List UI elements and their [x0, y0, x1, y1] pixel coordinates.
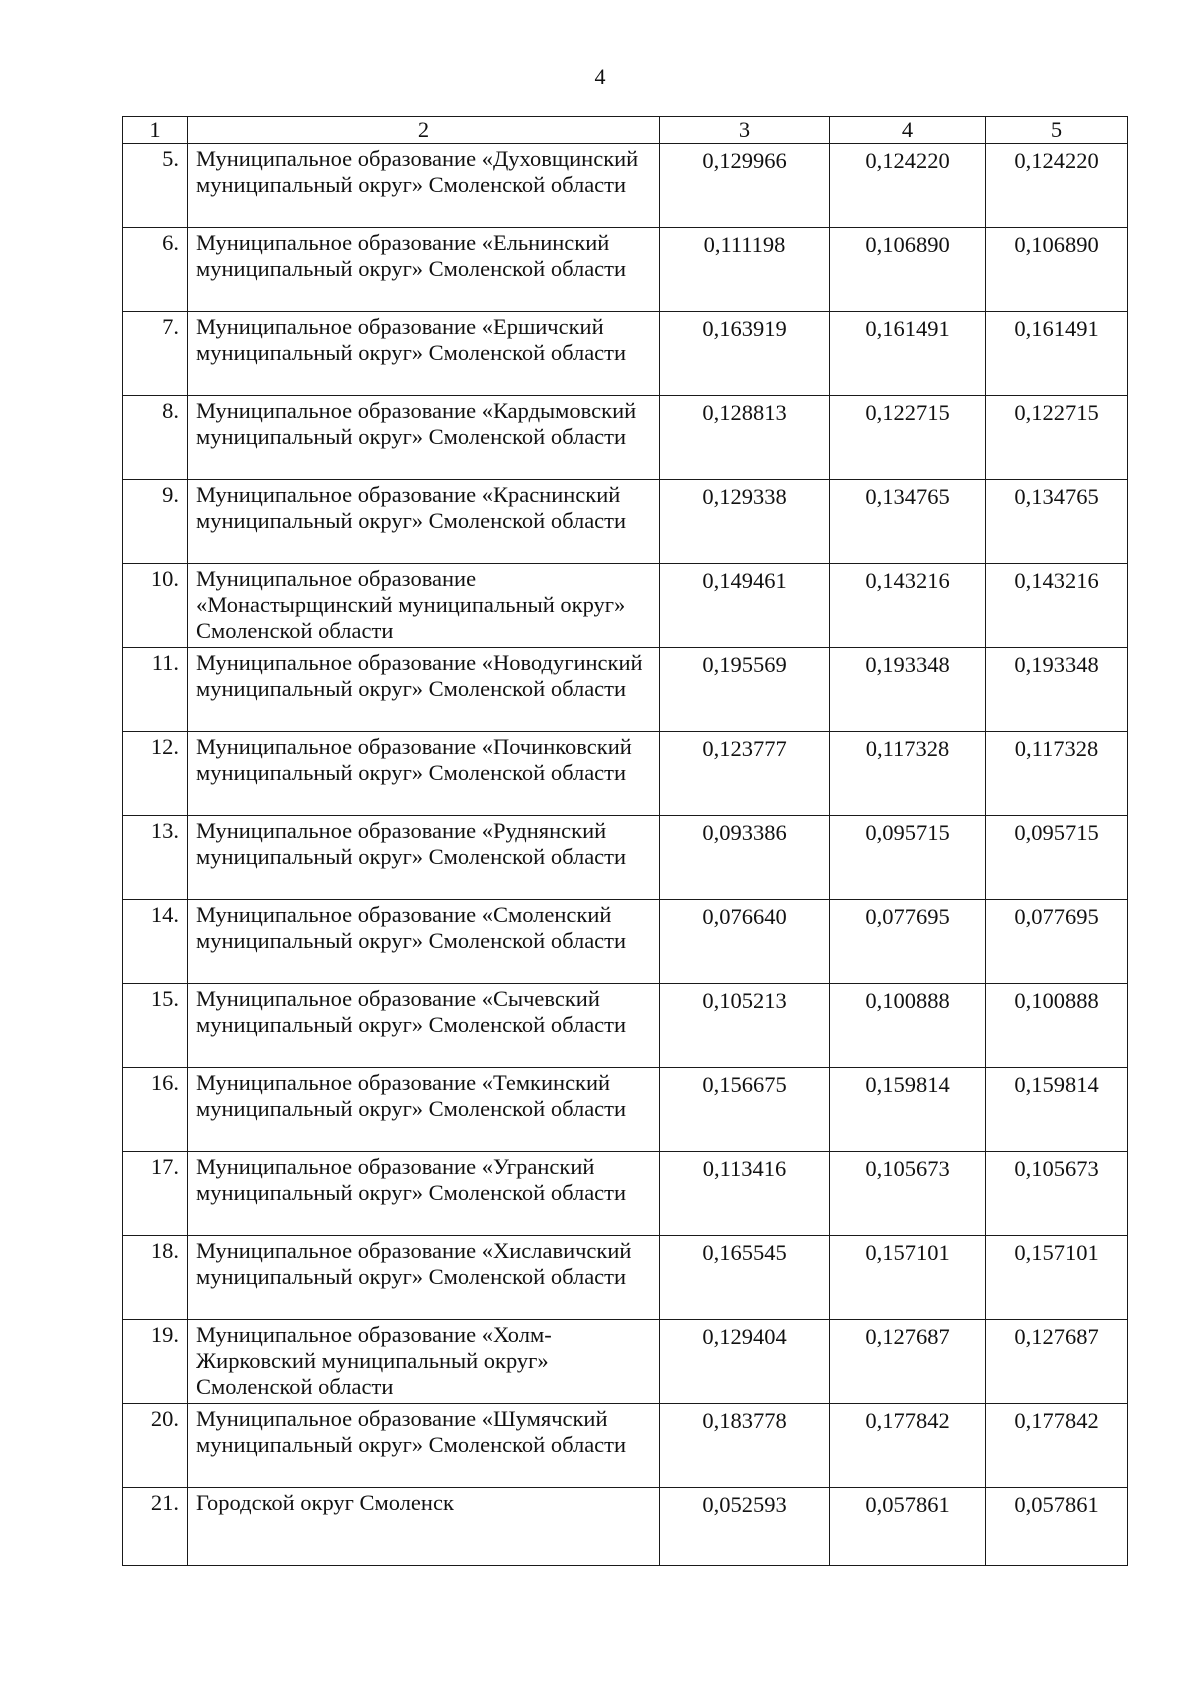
row-number-cell: 21.	[123, 1488, 188, 1566]
header-col-3: 3	[660, 117, 830, 144]
value-col-4-cell: 0,106890	[830, 228, 986, 312]
value-col-4-cell: 0,105673	[830, 1152, 986, 1236]
row-number-cell: 18.	[123, 1236, 188, 1320]
value-col-4-cell: 0,127687	[830, 1320, 986, 1404]
value-col-3-cell: 0,195569	[660, 648, 830, 732]
municipality-name-cell: Муниципальное образование «Руднянский муниципальный округ» Смоленской области	[188, 816, 660, 900]
value-col-5-cell: 0,157101	[986, 1236, 1128, 1320]
row-number-cell: 8.	[123, 396, 188, 480]
municipality-name-cell: Муниципальное образование «Починковский муниципальный округ» Смоленской области	[188, 732, 660, 816]
value-col-4-cell: 0,117328	[830, 732, 986, 816]
page-number: 4	[594, 64, 606, 89]
value-col-3-cell: 0,052593	[660, 1488, 830, 1566]
value-col-5-cell: 0,143216	[986, 564, 1128, 648]
value-col-4-cell: 0,122715	[830, 396, 986, 480]
value-col-5-cell: 0,100888	[986, 984, 1128, 1068]
value-col-5-cell: 0,106890	[986, 228, 1128, 312]
coefficients-table	[122, 116, 1128, 1566]
municipality-name-cell: Муниципальное образование «Ельнинский муниципальный округ» Смоленской области	[188, 228, 660, 312]
row-number-cell: 10.	[123, 564, 188, 648]
value-col-3-cell: 0,113416	[660, 1152, 830, 1236]
value-col-4-cell: 0,057861	[830, 1488, 986, 1566]
value-col-4-cell: 0,161491	[830, 312, 986, 396]
municipality-name-cell: Муниципальное образование «Новодугинский муниципальный округ» Смоленской области	[188, 648, 660, 732]
municipality-name-cell: Муниципальное образование «Темкинский муниципальный округ» Смоленской области	[188, 1068, 660, 1152]
value-col-5-cell: 0,122715	[986, 396, 1128, 480]
value-col-5-cell: 0,095715	[986, 816, 1128, 900]
municipality-name-cell: Муниципальное образование «Монастырщинский муниципальный округ» Смоленской области	[188, 564, 660, 648]
value-col-4-cell: 0,159814	[830, 1068, 986, 1152]
table-row	[123, 1320, 1128, 1404]
value-col-5-cell: 0,124220	[986, 144, 1128, 228]
value-col-4-cell: 0,134765	[830, 480, 986, 564]
value-col-4-cell: 0,095715	[830, 816, 986, 900]
municipality-name-cell: Муниципальное образование «Хиславичский муниципальный округ» Смоленской области	[188, 1236, 660, 1320]
table-row	[123, 1236, 1128, 1320]
header-col-2: 2	[188, 117, 660, 144]
row-number-cell: 13.	[123, 816, 188, 900]
value-col-5-cell: 0,077695	[986, 900, 1128, 984]
value-col-3-cell: 0,111198	[660, 228, 830, 312]
value-col-5-cell: 0,159814	[986, 1068, 1128, 1152]
municipality-name-cell: Городской округ Смоленск	[188, 1488, 660, 1566]
row-number-cell: 15.	[123, 984, 188, 1068]
value-col-5-cell: 0,117328	[986, 732, 1128, 816]
municipality-name-cell: Муниципальное образование «Сычевский муниципальный округ» Смоленской области	[188, 984, 660, 1068]
value-col-3-cell: 0,076640	[660, 900, 830, 984]
table-row	[123, 732, 1128, 816]
row-number-cell: 20.	[123, 1404, 188, 1488]
value-col-4-cell: 0,193348	[830, 648, 986, 732]
value-col-5-cell: 0,134765	[986, 480, 1128, 564]
table-row	[123, 1404, 1128, 1488]
value-col-3-cell: 0,163919	[660, 312, 830, 396]
header-col-1: 1	[123, 117, 188, 144]
row-number-cell: 16.	[123, 1068, 188, 1152]
value-col-5-cell: 0,161491	[986, 312, 1128, 396]
table-row	[123, 984, 1128, 1068]
table-row	[123, 564, 1128, 648]
value-col-3-cell: 0,123777	[660, 732, 830, 816]
value-col-3-cell: 0,183778	[660, 1404, 830, 1488]
value-col-4-cell: 0,157101	[830, 1236, 986, 1320]
header-col-5: 5	[986, 117, 1128, 144]
table-row	[123, 312, 1128, 396]
table-row	[123, 1488, 1128, 1566]
row-number-cell: 14.	[123, 900, 188, 984]
row-number-cell: 9.	[123, 480, 188, 564]
value-col-4-cell: 0,100888	[830, 984, 986, 1068]
municipality-name-cell: Муниципальное образование «Краснинский муниципальный округ» Смоленской области	[188, 480, 660, 564]
municipality-name-cell: Муниципальное образование «Холм-Жирковский муниципальный округ» Смоленской области	[188, 1320, 660, 1404]
header-col-4: 4	[830, 117, 986, 144]
row-number-cell: 11.	[123, 648, 188, 732]
value-col-3-cell: 0,129338	[660, 480, 830, 564]
table-row	[123, 144, 1128, 228]
value-col-5-cell: 0,193348	[986, 648, 1128, 732]
table-row	[123, 1068, 1128, 1152]
value-col-3-cell: 0,129966	[660, 144, 830, 228]
municipality-name-cell: Муниципальное образование «Ершичский муниципальный округ» Смоленской области	[188, 312, 660, 396]
row-number-cell: 6.	[123, 228, 188, 312]
coefficients-table-container	[122, 116, 1127, 1566]
municipality-name-cell: Муниципальное образование «Угранский муниципальный округ» Смоленской области	[188, 1152, 660, 1236]
table-row	[123, 816, 1128, 900]
table-row	[123, 900, 1128, 984]
value-col-5-cell: 0,105673	[986, 1152, 1128, 1236]
table-body	[123, 144, 1128, 1566]
value-col-4-cell: 0,077695	[830, 900, 986, 984]
value-col-3-cell: 0,105213	[660, 984, 830, 1068]
table-row	[123, 648, 1128, 732]
table-row	[123, 480, 1128, 564]
table-row	[123, 396, 1128, 480]
value-col-3-cell: 0,165545	[660, 1236, 830, 1320]
municipality-name-cell: Муниципальное образование «Кардымовский муниципальный округ» Смоленской области	[188, 396, 660, 480]
value-col-4-cell: 0,143216	[830, 564, 986, 648]
value-col-4-cell: 0,177842	[830, 1404, 986, 1488]
table-row	[123, 1152, 1128, 1236]
value-col-3-cell: 0,093386	[660, 816, 830, 900]
row-number-cell: 5.	[123, 144, 188, 228]
value-col-3-cell: 0,149461	[660, 564, 830, 648]
row-number-cell: 7.	[123, 312, 188, 396]
value-col-4-cell: 0,124220	[830, 144, 986, 228]
value-col-5-cell: 0,177842	[986, 1404, 1128, 1488]
table-row	[123, 228, 1128, 312]
row-number-cell: 19.	[123, 1320, 188, 1404]
value-col-3-cell: 0,156675	[660, 1068, 830, 1152]
municipality-name-cell: Муниципальное образование «Шумячский муниципальный округ» Смоленской области	[188, 1404, 660, 1488]
municipality-name-cell: Муниципальное образование «Смоленский муниципальный округ» Смоленской области	[188, 900, 660, 984]
row-number-cell: 12.	[123, 732, 188, 816]
table-header-row	[123, 117, 1128, 144]
value-col-5-cell: 0,127687	[986, 1320, 1128, 1404]
municipality-name-cell: Муниципальное образование «Духовщинский муниципальный округ» Смоленской области	[188, 144, 660, 228]
value-col-5-cell: 0,057861	[986, 1488, 1128, 1566]
value-col-3-cell: 0,128813	[660, 396, 830, 480]
value-col-3-cell: 0,129404	[660, 1320, 830, 1404]
row-number-cell: 17.	[123, 1152, 188, 1236]
